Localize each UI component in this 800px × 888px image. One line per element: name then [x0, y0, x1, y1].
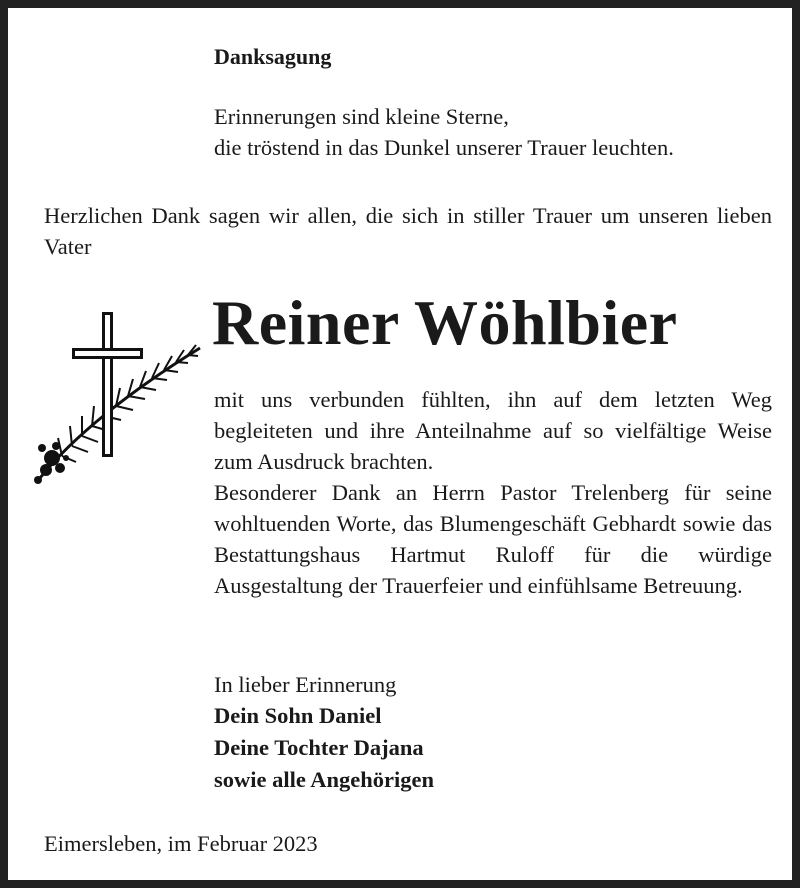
- thanks-paragraph: mit uns verbunden fühlten, ihn auf dem letzten Weg begleiteten und ihre Anteilnahme auf so vielfältige Weise zum Ausdruck brachten.: [214, 387, 772, 474]
- signature-line: Deine Tochter Dajana: [214, 735, 424, 760]
- thanks-body: [214, 384, 772, 601]
- deceased-name: Reiner Wöhlbier: [212, 287, 678, 358]
- closing-phrase: In lieber Erinnerung: [214, 672, 397, 697]
- memorial-quote: [214, 101, 674, 163]
- signature-line: sowie alle Angehörigen: [214, 767, 434, 792]
- place-and-date: Eimersleben, im Februar 2023: [44, 831, 318, 856]
- thanks-paragraph: Besonderer Dank an Herrn Pastor Trelenberg für seine wohltuenden Worte, das Blumengeschäft Gebhardt sowie das Bestattungshaus Hartmut Ruloff für die würdige Ausgestaltung der Trauerfeier und einfühlsame Betreuung.: [214, 480, 772, 598]
- intro-text: Herzlichen Dank sagen wir allen, die sich in stiller Trauer um unseren lieben Vater: [44, 203, 772, 259]
- cross-with-palm-branch-icon: [32, 308, 207, 498]
- notice-heading: Danksagung: [214, 44, 332, 69]
- signature-line: Dein Sohn Daniel: [214, 703, 382, 728]
- quote-line: Erinnerungen sind kleine Sterne,: [214, 104, 509, 129]
- quote-line: die tröstend in das Dunkel unserer Trauer leuchten.: [214, 135, 674, 160]
